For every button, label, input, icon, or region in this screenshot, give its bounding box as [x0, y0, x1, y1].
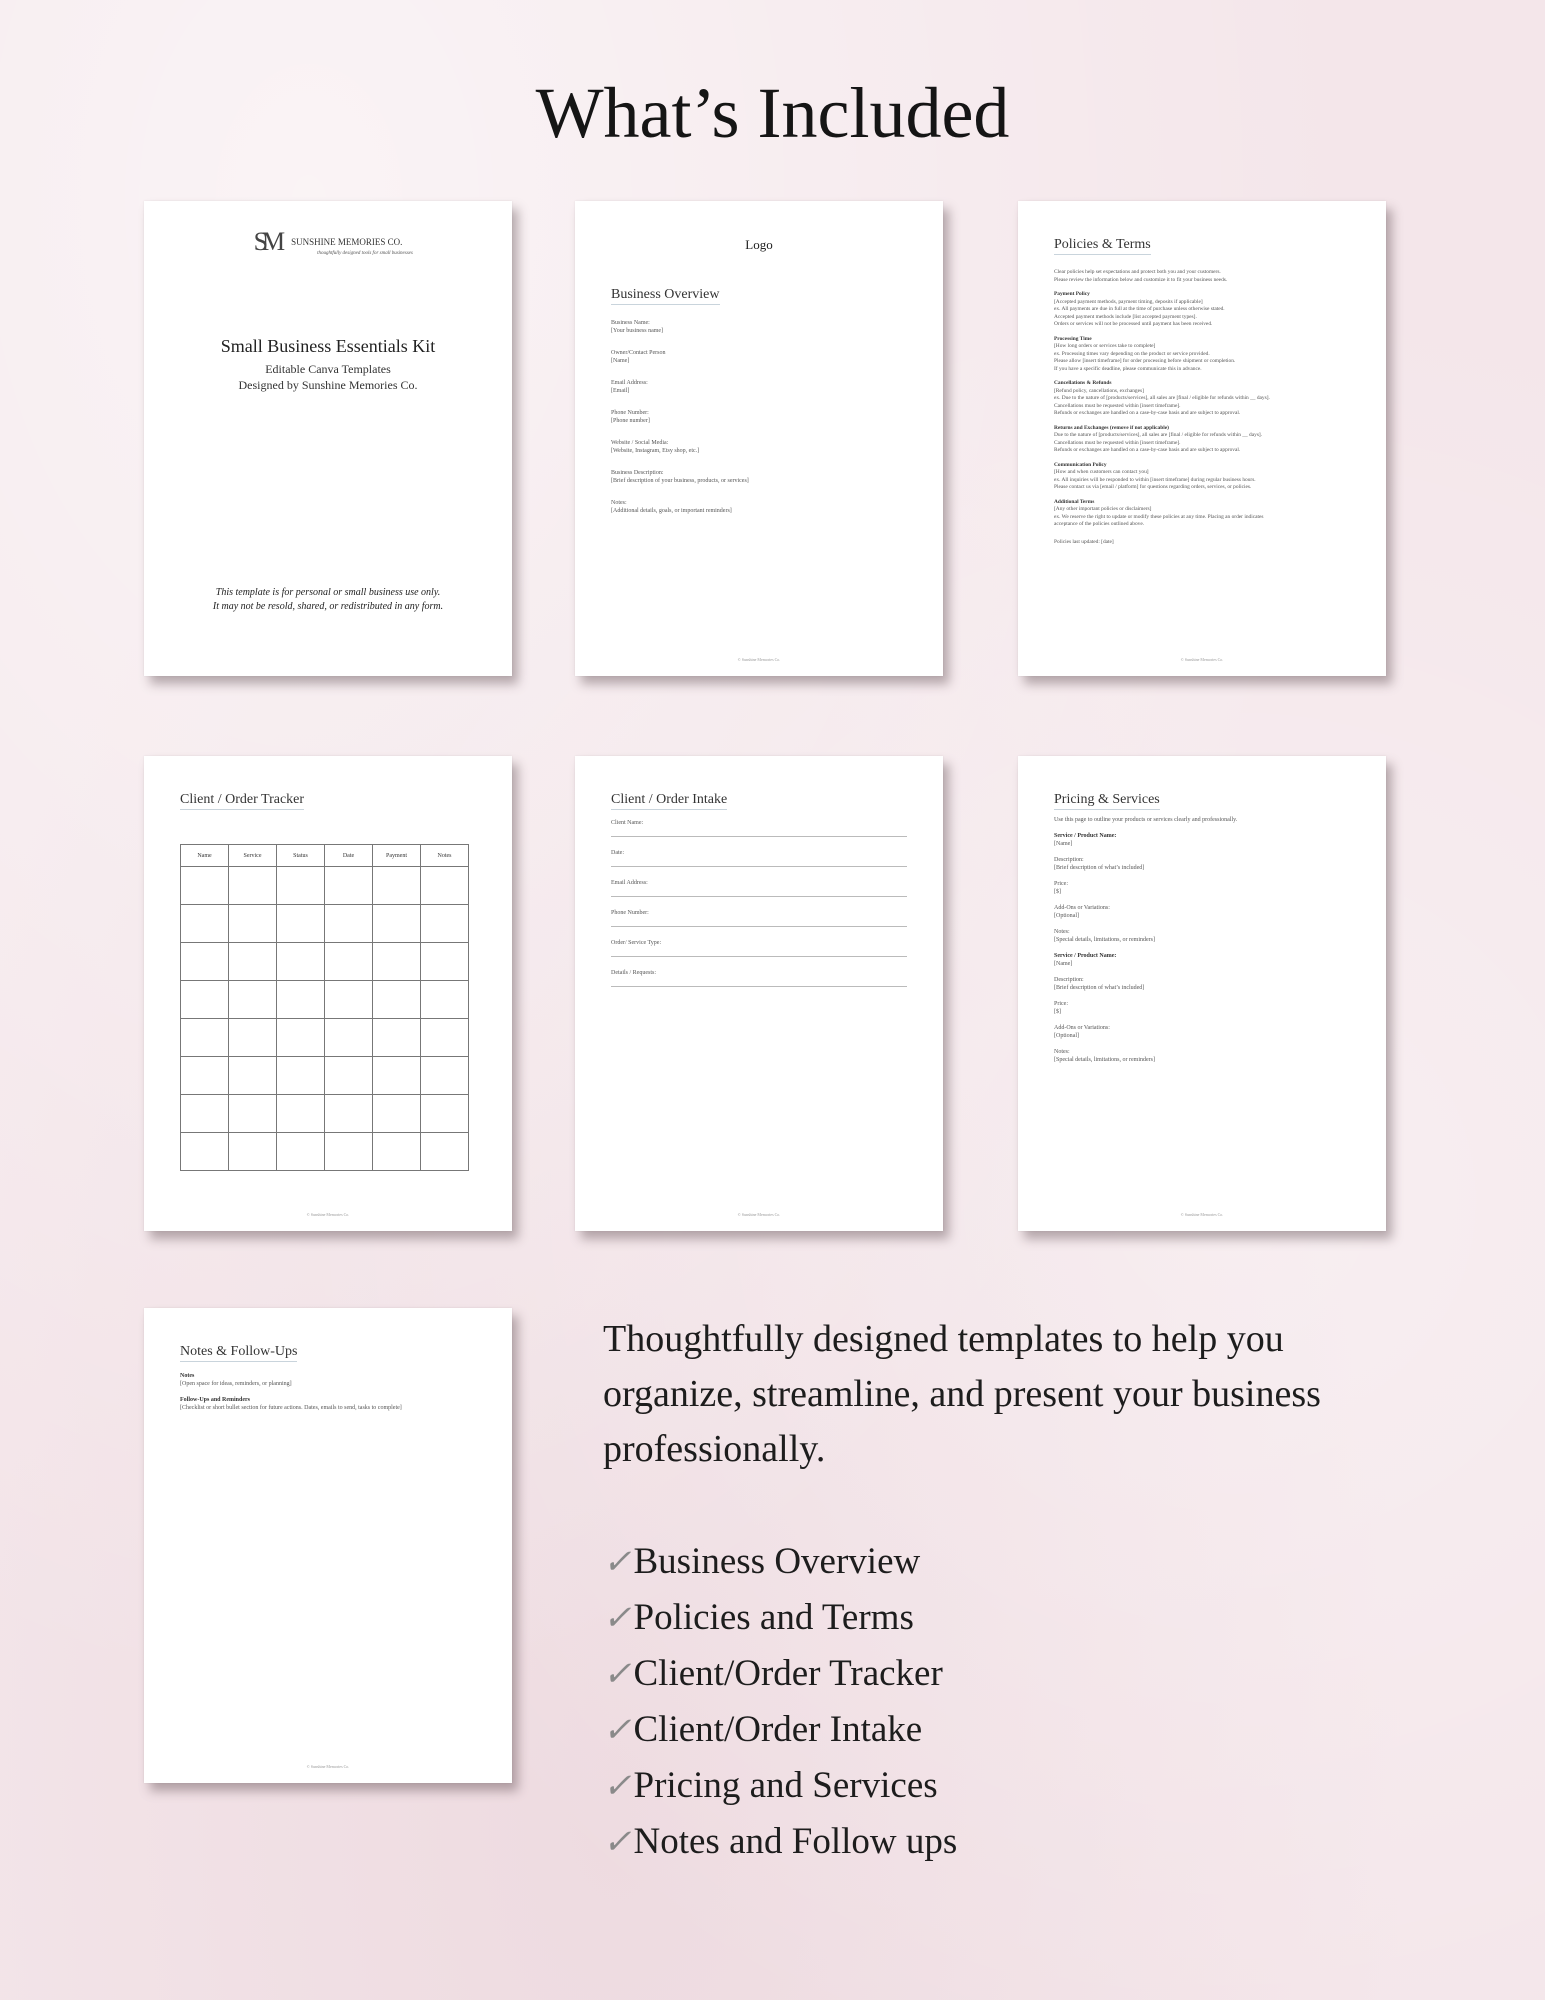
tracker-cell	[421, 981, 469, 1019]
tracker-cell	[325, 943, 373, 981]
policy-sections	[1054, 291, 1354, 529]
policy-line: Cancellations must be requested within [insert timeframe].	[1054, 439, 1181, 446]
tracker-cell	[181, 905, 229, 943]
pricing-intro: Use this page to outline your products or services clearly and professionally.	[1054, 817, 1238, 823]
policy-line: Please allow [insert timeframe] for order processing before shipment or completion.	[1054, 358, 1236, 364]
tracker-cell	[229, 1095, 277, 1133]
check-icon: ✓	[603, 1824, 632, 1861]
followups-value: [Checklist or short bullet section for future actions. Dates, emails to send, tasks to complete]	[180, 1405, 402, 1411]
feature-label: Notes and Follow ups	[633, 1821, 958, 1862]
brand-logo	[144, 227, 512, 256]
policy-line: ex. All payments are due in full at the time of purchase unless otherwise stated.	[1054, 306, 1225, 312]
cover-subtitle	[144, 361, 512, 393]
page-heading: Policies & Terms	[1054, 237, 1151, 255]
policy-line: ex. We reserve the right to update or modify these policies at any time. Placing an order indicates	[1054, 513, 1264, 520]
pricing-value: [$]	[1054, 889, 1061, 895]
page-heading: Client / Order Tracker	[180, 792, 304, 810]
policy-line: Accepted payment methods include [list accepted payment types].	[1054, 313, 1197, 320]
tracker-row	[181, 1019, 469, 1057]
tracker-cell	[181, 943, 229, 981]
check-icon: ✓	[603, 1656, 632, 1693]
pricing-label: Notes:	[1054, 929, 1070, 935]
tracker-cell	[373, 905, 421, 943]
feature-item	[603, 1646, 957, 1702]
tracker-cell	[277, 1095, 325, 1133]
tracker-page-thumbnail	[144, 756, 512, 1231]
policy-line: acceptance of the policies outlined above.	[1054, 521, 1145, 527]
field-value: [Phone number]	[611, 418, 650, 424]
field-value: [Email]	[611, 388, 630, 394]
tracker-column-header: Status	[277, 845, 325, 867]
tracker-cell	[181, 1095, 229, 1133]
field-value: [Name]	[611, 358, 630, 364]
page-heading: Client / Order Intake	[611, 792, 727, 810]
brand-name: SUNSHINE MEMORIES CO.	[291, 237, 403, 247]
overview-field	[611, 379, 648, 395]
tracker-cell	[373, 981, 421, 1019]
cover-title: Small Business Essentials Kit	[220, 336, 436, 356]
tracker-row	[181, 943, 469, 981]
policy-line: ex. Due to the nature of [products/services], all sales are [final / eligible for refunds within __ days].	[1054, 395, 1270, 401]
tracker-cell	[229, 1057, 277, 1095]
footer-mark: © Sunshine Memories Co.	[737, 1212, 781, 1217]
policy-line: [How long orders or services take to complete]	[1054, 343, 1156, 349]
feature-item	[603, 1534, 957, 1590]
policy-line: Due to the nature of [products/services], all sales are [final / eligible for refunds within __ days].	[1054, 432, 1263, 438]
tracker-cell	[277, 981, 325, 1019]
field-value: [Your business name]	[611, 328, 664, 334]
pricing-label: Add-Ons or Variations:	[1054, 1025, 1110, 1031]
tracker-column-header: Notes	[421, 845, 469, 867]
usage-note	[144, 586, 512, 614]
tracker-cell	[373, 943, 421, 981]
pricing-value: [Name]	[1054, 961, 1073, 967]
tracker-cell	[421, 867, 469, 905]
pricing-value: [Optional]	[1054, 913, 1079, 919]
tracker-body	[181, 867, 469, 1171]
tracker-cell	[325, 1057, 373, 1095]
field-label: Email Address:	[611, 380, 648, 386]
pricing-value: [Special details, limitations, or reminders]	[1054, 1057, 1155, 1063]
tracker-cell	[181, 1133, 229, 1171]
tracker-cell	[421, 905, 469, 943]
feature-label: Client/Order Tracker	[633, 1653, 943, 1694]
tracker-cell	[373, 867, 421, 905]
footer-mark: © Sunshine Memories Co.	[306, 1212, 350, 1217]
policy-section-title: Cancellations & Refunds	[1054, 380, 1112, 386]
policies-page-thumbnail	[1018, 201, 1386, 676]
policy-line: ex. Processing times vary depending on the product or service provided.	[1054, 350, 1210, 357]
tracker-cell	[421, 1095, 469, 1133]
tracker-cell	[277, 943, 325, 981]
tracker-cell	[277, 867, 325, 905]
tracker-cell	[421, 1057, 469, 1095]
pricing-label: Price:	[1054, 881, 1068, 887]
monogram: SM	[253, 227, 280, 256]
notes-label: Notes	[180, 1373, 195, 1379]
pricing-label: Service / Product Name:	[1054, 953, 1117, 959]
policy-line: [Any other important policies or disclaimers]	[1054, 506, 1152, 512]
tracker-cell	[325, 1095, 373, 1133]
overview-field	[611, 349, 666, 365]
followups-label: Follow-Ups and Reminders	[180, 1397, 251, 1403]
tracker-cell	[325, 981, 373, 1019]
footer-mark: © Sunshine Memories Co.	[1180, 657, 1224, 662]
tracker-cell	[325, 1133, 373, 1171]
intro-text: Thoughtfully designed templates to help you organize, streamline, and present your business professionally.	[603, 1318, 1321, 1470]
tracker-row	[181, 905, 469, 943]
tracker-cell	[229, 905, 277, 943]
pricing-value: [Brief description of what’s included]	[1054, 985, 1145, 991]
policy-line: Refunds or exchanges are handled on a case-by-case basis and are subject to approval.	[1054, 410, 1241, 416]
policy-section-title: Communication Policy	[1054, 461, 1107, 468]
policy-line: Cancellations must be requested within [insert timeframe].	[1054, 402, 1181, 409]
policy-line: Refunds or exchanges are handled on a case-by-case basis and are subject to approval.	[1054, 447, 1241, 453]
tracker-column-header: Service	[229, 845, 277, 867]
overview-field	[611, 499, 732, 515]
tracker-cell	[373, 1019, 421, 1057]
tracker-cell	[277, 905, 325, 943]
field-label: Owner/Contact Person	[611, 350, 666, 356]
pricing-value: [Optional]	[1054, 1033, 1079, 1039]
logo-placeholder: Logo	[745, 237, 773, 252]
usage-note-line: This template is for personal or small business use only.	[215, 587, 441, 598]
policy-line: [Accepted payment methods, payment timing, deposits if applicable]	[1054, 298, 1203, 305]
notes-value: [Open space for ideas, reminders, or planning]	[180, 1381, 292, 1387]
pricing-value: [Special details, limitations, or reminders]	[1054, 937, 1155, 943]
notes-content	[180, 1372, 480, 1412]
tracker-cell	[325, 905, 373, 943]
tracker-cell	[373, 1133, 421, 1171]
tracker-column-header: Date	[325, 845, 373, 867]
pricing-page-thumbnail	[1018, 756, 1386, 1231]
footer-mark: © Sunshine Memories Co.	[1180, 1212, 1224, 1217]
pricing-label: Description:	[1054, 857, 1084, 863]
tracker-row	[181, 1057, 469, 1095]
tracker-cell	[229, 943, 277, 981]
tracker-column-header: Name	[181, 845, 229, 867]
last-updated: Policies last updated: [date]	[1054, 538, 1114, 545]
pricing-label: Price:	[1054, 1001, 1068, 1007]
policy-intro: Clear policies help set expectations and protect both you and your customers.	[1054, 269, 1221, 275]
feature-label: Policies and Terms	[633, 1597, 914, 1638]
policy-line: If you have a specific deadline, please communicate this in advance.	[1054, 365, 1202, 372]
policy-line: [How and when customers can contact you]	[1054, 469, 1149, 475]
tracker-cell	[181, 1019, 229, 1057]
overview-field	[611, 319, 663, 335]
cover-page-thumbnail	[144, 201, 512, 676]
feature-list	[603, 1534, 957, 1870]
field-label: Business Name:	[611, 320, 650, 326]
tracker-cell	[277, 1133, 325, 1171]
feature-label: Business Overview	[633, 1541, 921, 1582]
tracker-row	[181, 981, 469, 1019]
policy-section-title: Returns and Exchanges (remove if not applicable)	[1054, 424, 1169, 431]
intake-field: Email Address:	[611, 880, 907, 897]
footer-mark: © Sunshine Memories Co.	[737, 657, 781, 662]
tracker-cell	[229, 1019, 277, 1057]
intake-page-thumbnail	[575, 756, 943, 1231]
tracker-row	[181, 1133, 469, 1171]
intake-field: Client Name:	[611, 820, 907, 837]
tracker-cell	[325, 867, 373, 905]
pricing-value: [$]	[1054, 1009, 1061, 1015]
cover-subtitle-line: Editable Canva Templates	[265, 362, 391, 376]
tracker-column-header: Payment	[373, 845, 421, 867]
intake-field: Phone Number:	[611, 910, 907, 927]
policy-line: ex. All inquiries will be responded to within [insert timeframe] during regular business hours.	[1054, 476, 1256, 483]
policy-section-title: Payment Policy	[1054, 291, 1090, 297]
feature-label: Client/Order Intake	[633, 1709, 923, 1750]
business-overview-page-thumbnail	[575, 201, 943, 676]
feature-item	[603, 1590, 957, 1646]
pricing-label: Service / Product Name:	[1054, 833, 1117, 839]
feature-label: Pricing and Services	[633, 1765, 938, 1806]
policy-section-title: Additional Terms	[1054, 498, 1095, 505]
brand-tagline: thoughtfully designed tools for small businesses	[317, 251, 413, 256]
check-icon: ✓	[603, 1544, 632, 1581]
tracker-cell	[421, 1133, 469, 1171]
feature-item	[603, 1814, 957, 1870]
usage-note-line: It may not be resold, shared, or redistributed in any form.	[212, 601, 444, 612]
feature-item	[603, 1702, 957, 1758]
page-heading: Notes & Follow-Ups	[180, 1344, 297, 1362]
field-label: Phone Number:	[611, 410, 649, 416]
field-value: [Brief description of your business, products, or services]	[611, 478, 749, 484]
field-value: [Additional details, goals, or important reminders]	[611, 508, 732, 514]
tracker-row	[181, 1095, 469, 1133]
cover-byline: Designed by Sunshine Memories Co.	[238, 378, 418, 392]
pricing-blocks	[1054, 832, 1354, 1072]
field-value: [Website, Instagram, Etsy shop, etc.]	[611, 448, 700, 454]
page-heading: Business Overview	[611, 287, 720, 305]
check-icon: ✓	[603, 1712, 632, 1749]
pricing-value: [Brief description of what’s included]	[1054, 865, 1145, 871]
pricing-label: Add-Ons or Variations:	[1054, 905, 1110, 911]
tracker-cell	[373, 1095, 421, 1133]
policy-text	[1054, 269, 1354, 546]
pricing-value: [Name]	[1054, 841, 1073, 847]
pricing-label: Notes:	[1054, 1049, 1070, 1055]
overview-field	[611, 439, 699, 455]
overview-field	[611, 409, 650, 425]
tracker-cell	[421, 943, 469, 981]
policy-line: Orders or services will not be processed until payment has been received.	[1054, 321, 1213, 327]
tracker-cell	[181, 867, 229, 905]
field-label: Notes:	[611, 500, 627, 506]
pricing-label: Description:	[1054, 977, 1084, 983]
page-heading: Pricing & Services	[1054, 792, 1160, 810]
tracker-cell	[181, 981, 229, 1019]
field-label: Website / Social Media:	[611, 440, 669, 446]
tracker-cell	[277, 1019, 325, 1057]
footer-mark: © Sunshine Memories Co.	[306, 1764, 350, 1769]
check-icon: ✓	[603, 1600, 632, 1637]
intake-field: Details / Requests:	[611, 970, 907, 987]
intake-field: Date:	[611, 850, 907, 867]
tracker-cell	[373, 1057, 421, 1095]
tracker-cell	[229, 1133, 277, 1171]
overview-field	[611, 469, 749, 485]
tracker-row	[181, 867, 469, 905]
tracker-cell	[325, 1019, 373, 1057]
policy-line: Please contact us via [email / platform] for questions regarding orders, services, or policies.	[1054, 484, 1252, 490]
policy-section-title: Processing Time	[1054, 335, 1092, 342]
feature-item	[603, 1758, 957, 1814]
tracker-cell	[229, 981, 277, 1019]
policy-line: [Refund policy, cancellations, exchanges]	[1054, 387, 1144, 394]
notes-page-thumbnail	[144, 1308, 512, 1783]
tracker-cell	[181, 1057, 229, 1095]
policy-intro: Please review the information below and customize it to fit your business needs.	[1054, 276, 1228, 283]
tracker-cell	[421, 1019, 469, 1057]
tracker-header-row	[181, 845, 469, 867]
tracker-cell	[229, 867, 277, 905]
check-icon: ✓	[603, 1768, 632, 1805]
page-title: What’s Included	[535, 73, 1010, 153]
intake-field: Order/ Service Type:	[611, 940, 907, 957]
tracker-cell	[277, 1057, 325, 1095]
field-label: Business Description:	[611, 470, 664, 476]
tracker-table	[180, 844, 469, 1171]
pricing-content	[1054, 816, 1354, 1072]
